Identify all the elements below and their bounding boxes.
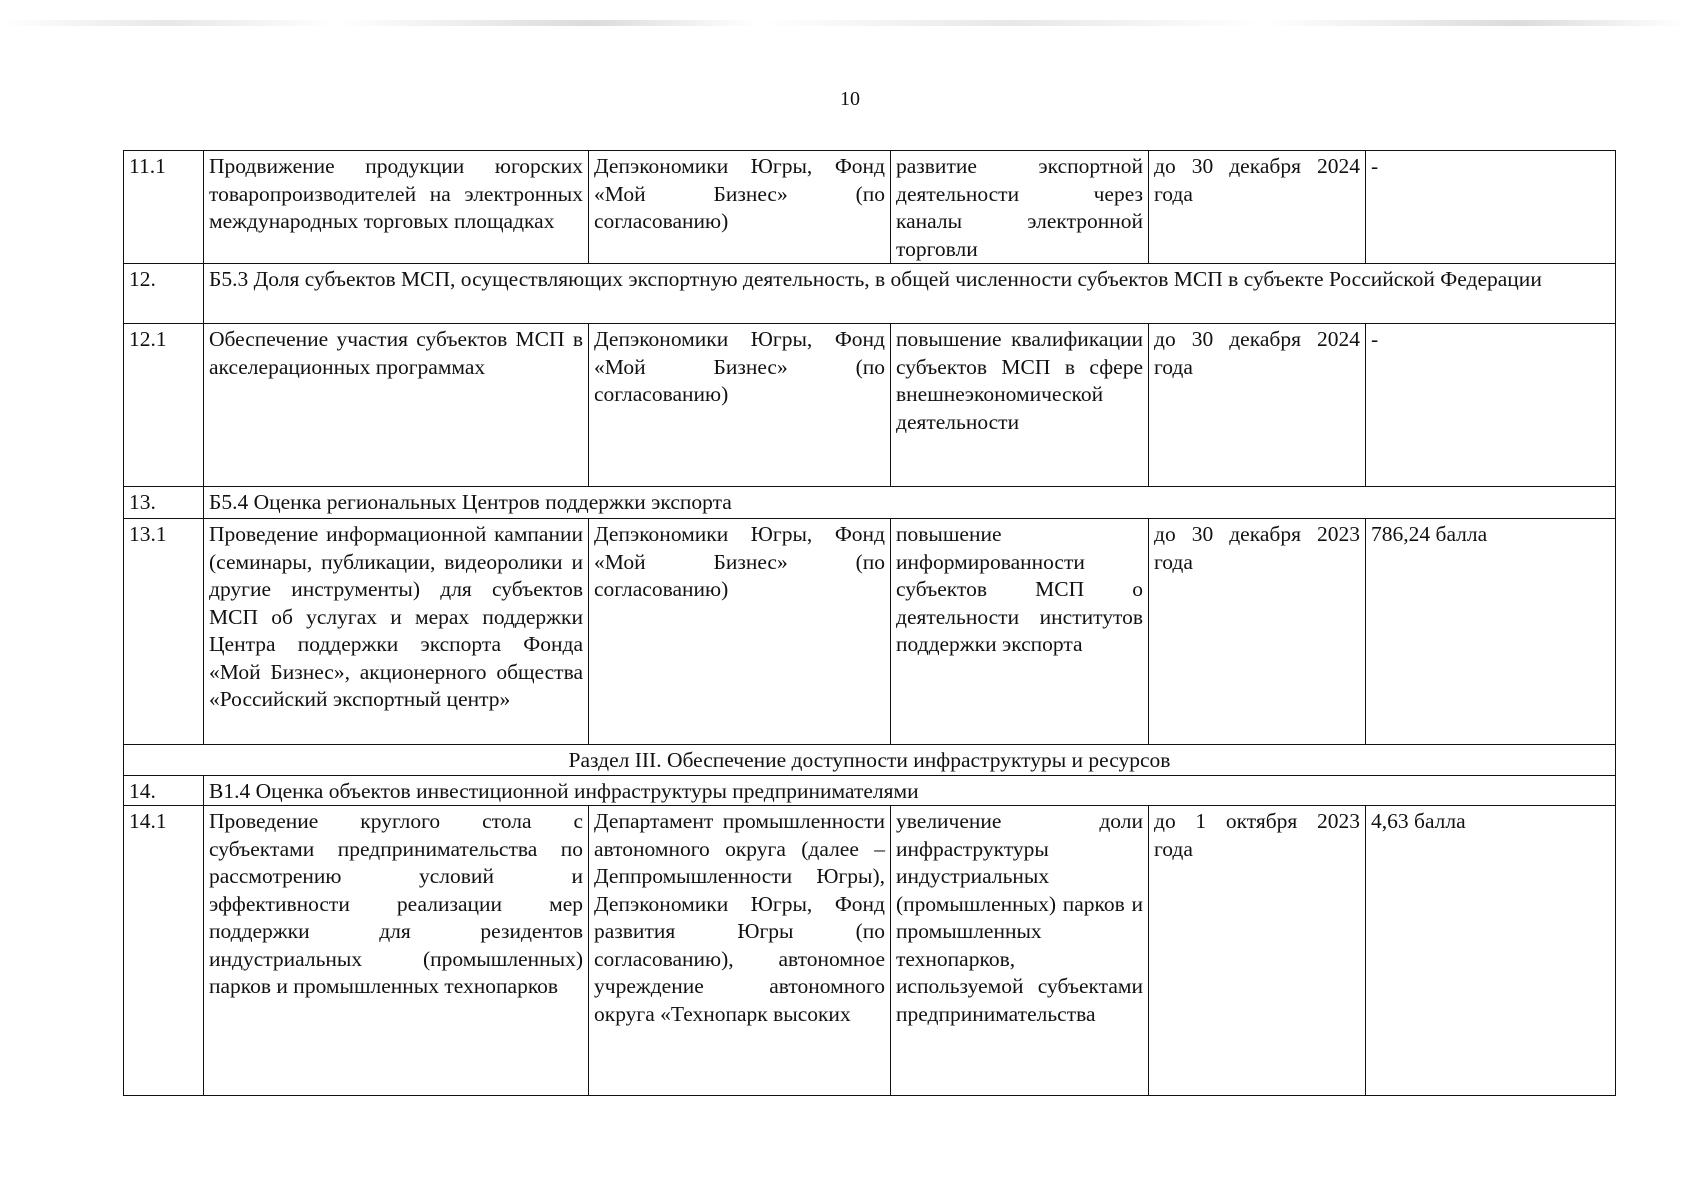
table-row: [124, 519, 1616, 745]
section-title: Раздел III. Обеспечение доступности инфраструктуры и ресурсов: [124, 745, 1616, 776]
deadline-cell: до 30 декабря 2023 года: [1149, 519, 1366, 745]
indicator-title: Б5.3 Доля субъектов МСП, осуществляющих экспортную деятельность, в общей численности субъектов МСП в субъекте Российской Федерации: [204, 264, 1616, 324]
value-cell: 4,63 балла: [1366, 806, 1616, 1096]
executor-cell: Департамент промышленности автономного округа (далее – Деппромышленности Югры), Депэкономики Югры, Фонд развития Югры (по согласованию), автономное учреждение автономного округа «Технопарк высоких: [589, 806, 891, 1096]
indicator-title: В1.4 Оценка объектов инвестиционной инфраструктуры предпринимателями: [204, 775, 1616, 806]
executor-cell: Депэкономики Югры, Фонд «Мой Бизнес» (по согласованию): [589, 324, 891, 487]
row-number: 14.1: [124, 806, 204, 1096]
deadline-cell: до 1 октября 2023 года: [1149, 806, 1366, 1096]
action-cell: Проведение круглого стола с субъектами предпринимательства по рассмотрению условий и эффективности реализации мер поддержки для резидентов индустриальных (промышленных) парков и промышленных технопарков: [204, 806, 589, 1096]
executor-cell: Депэкономики Югры, Фонд «Мой Бизнес» (по согласованию): [589, 519, 891, 745]
table-row: [124, 151, 1616, 264]
indicator-row: [124, 487, 1616, 519]
scan-edge-artifact: [0, 20, 1686, 26]
row-number: 14.: [124, 775, 204, 806]
row-number: 12.: [124, 264, 204, 324]
action-cell: Обеспечение участия субъектов МСП в акселерационных программах: [204, 324, 589, 487]
deadline-cell: до 30 декабря 2024 года: [1149, 151, 1366, 264]
indicator-row: [124, 775, 1616, 806]
deadline-cell: до 30 декабря 2024 года: [1149, 324, 1366, 487]
row-number: 12.1: [124, 324, 204, 487]
value-cell: 786,24 балла: [1366, 519, 1616, 745]
value-cell: -: [1366, 324, 1616, 487]
row-number: 13.1: [124, 519, 204, 745]
value-cell: -: [1366, 151, 1616, 264]
measures-table: [123, 150, 1616, 1096]
result-cell: развитие экспортной деятельности через каналы электронной торговли: [891, 151, 1149, 264]
result-cell: повышение квалификации субъектов МСП в сфере внешнеэкономической деятельности: [891, 324, 1149, 487]
row-number: 11.1: [124, 151, 204, 264]
result-cell: увеличение доли инфраструктуры индустриальных (промышленных) парков и промышленных технопарков, используемой субъектами предпринимательства: [891, 806, 1149, 1096]
section-row: [124, 745, 1616, 776]
indicator-row: [124, 264, 1616, 324]
action-cell: Продвижение продукции югорских товаропроизводителей на электронных международных торговых площадках: [204, 151, 589, 264]
indicator-title: Б5.4 Оценка региональных Центров поддержки экспорта: [204, 487, 1616, 519]
result-cell: повышение информированности субъектов МСП о деятельности институтов поддержки экспорта: [891, 519, 1149, 745]
row-number: 13.: [124, 487, 204, 519]
table-row: [124, 324, 1616, 487]
executor-cell: Депэкономики Югры, Фонд «Мой Бизнес» (по согласованию): [589, 151, 891, 264]
table-row: [124, 806, 1616, 1096]
action-cell: Проведение информационной кампании (семинары, публикации, видеоролики и другие инструменты) для субъектов МСП об услугах и мерах поддержки Центра поддержки экспорта Фонда «Мой Бизнес», акционерного общества «Российский экспортный центр»: [204, 519, 589, 745]
page-number: 10: [840, 88, 860, 110]
